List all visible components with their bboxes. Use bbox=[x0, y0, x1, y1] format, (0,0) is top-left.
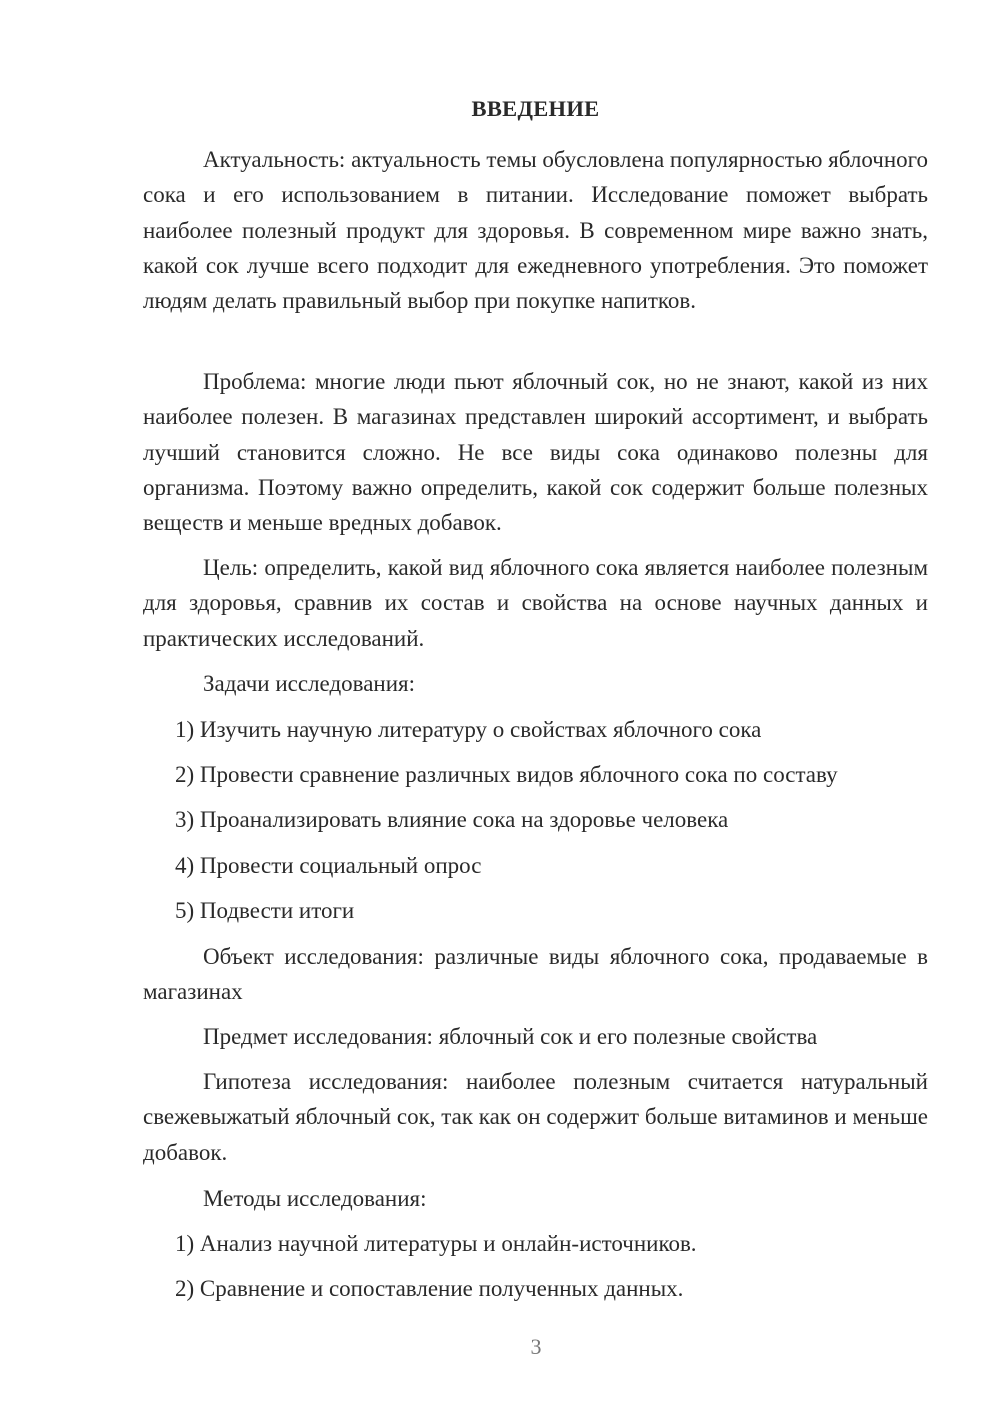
relevance-paragraph: Актуальность: актуальность темы обусловлена популярностью яблочного сока и его использованием в питании. Исследование поможет выбрать наиболее полезный продукт для здоровья. В современном мире важно знать, какой сок лучше всего подходит для ежедневного употребления. Это поможет людям делать правильный выбор при покупке напитков. bbox=[143, 147, 928, 314]
goal-paragraph: Цель: определить, какой вид яблочного сока является наиболее полезным для здоровья, сравнив их состав и свойства на основе научных данных и практических исследований. bbox=[143, 555, 928, 651]
task-item: 5) Подвести итоги bbox=[175, 898, 355, 923]
methods-label: Методы исследования: bbox=[203, 1186, 427, 1211]
problem-paragraph: Проблема: многие люди пьют яблочный сок, но не знают, какой из них наиболее полезен. В магазинах представлен широкий ассортимент, и выбрать лучший становится сложно. Не все виды сока одинаково полезны для организма. Поэтому важно определить, какой сок содержит больше полезных веществ и меньше вредных добавок. bbox=[143, 369, 928, 536]
page-title: ВВЕДЕНИЕ bbox=[471, 96, 600, 121]
method-item: 2) Сравнение и сопоставление полученных данных. bbox=[175, 1276, 684, 1301]
task-item: 4) Провести социальный опрос bbox=[175, 853, 482, 878]
object-paragraph: Объект исследования: различные виды яблочного сока, продаваемые в магазинах bbox=[143, 944, 928, 1005]
page-number: 3 bbox=[530, 1334, 542, 1359]
task-item: 2) Провести сравнение различных видов яблочного сока по составу bbox=[175, 762, 838, 787]
subject-paragraph: Предмет исследования: яблочный сок и его полезные свойства bbox=[203, 1024, 818, 1049]
task-item: 3) Проанализировать влияние сока на здоровье человека bbox=[175, 807, 729, 832]
hypothesis-paragraph: Гипотеза исследования: наиболее полезным считается натуральный свежевыжатый яблочный сок, так как он содержит больше витаминов и меньше добавок. bbox=[143, 1069, 928, 1165]
method-item: 1) Анализ научной литературы и онлайн-источников. bbox=[175, 1231, 697, 1256]
tasks-label: Задачи исследования: bbox=[203, 671, 416, 696]
task-item: 1) Изучить научную литературу о свойствах яблочного сока bbox=[175, 717, 762, 742]
